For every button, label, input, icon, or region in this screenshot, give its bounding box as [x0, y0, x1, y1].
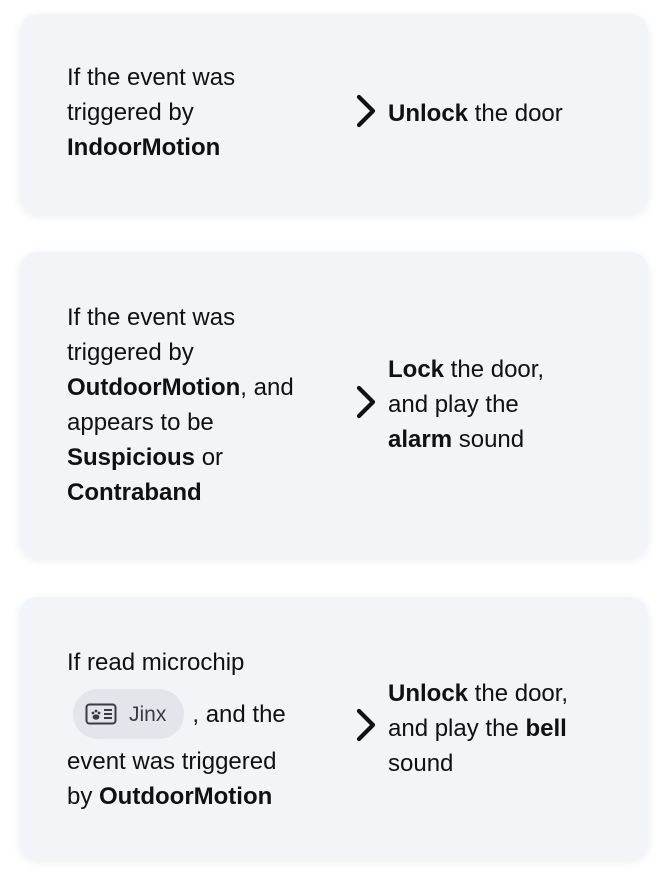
action-verb: Lock [388, 356, 445, 383]
condition-text: If the event was [67, 304, 236, 331]
rule-2-action [388, 352, 544, 457]
sound-name: alarm [388, 426, 453, 453]
sound-name: bell [525, 715, 567, 742]
action-text: the door, [444, 356, 545, 383]
microchip-name: Jinx [129, 702, 167, 726]
action-verb: Unlock [388, 680, 469, 707]
rule-3-action [388, 676, 568, 781]
action-text: and play the [388, 391, 519, 418]
action-verb: Unlock [388, 100, 469, 127]
classification-name: Contraband [67, 479, 202, 506]
pet-id-card-icon [85, 703, 117, 725]
rule-1-condition [67, 60, 235, 165]
condition-text: If read microchip [67, 649, 245, 676]
condition-text: appears to be [67, 409, 214, 436]
condition-text: triggered by [67, 99, 194, 126]
rule-card-3[interactable] [20, 597, 648, 860]
microchip-chip[interactable] [73, 689, 184, 739]
condition-text: by [67, 783, 100, 810]
condition-text: triggered by [67, 339, 194, 366]
condition-text: , and [240, 374, 294, 401]
trigger-name: OutdoorMotion [67, 374, 241, 401]
classification-name: Suspicious [67, 444, 196, 471]
action-text: sound [452, 426, 525, 453]
rule-2-condition [67, 300, 294, 510]
condition-text: , and the [192, 700, 286, 728]
chevron-right-icon [354, 385, 378, 419]
action-text: sound [388, 750, 454, 777]
rule-3-condition [67, 645, 286, 814]
action-text: the door, [468, 680, 569, 707]
trigger-name: IndoorMotion [67, 134, 221, 161]
rule-card-1[interactable] [20, 14, 648, 214]
action-text: the door [468, 100, 563, 127]
condition-text: If the event was [67, 64, 236, 91]
rule-card-2[interactable] [20, 252, 648, 558]
action-text: and play the [388, 715, 526, 742]
chevron-right-icon [354, 94, 378, 128]
condition-text: or [195, 444, 224, 471]
trigger-name: OutdoorMotion [99, 783, 273, 810]
rule-1-action [388, 96, 563, 131]
condition-text: event was triggered [67, 748, 277, 775]
chevron-right-icon [354, 708, 378, 742]
